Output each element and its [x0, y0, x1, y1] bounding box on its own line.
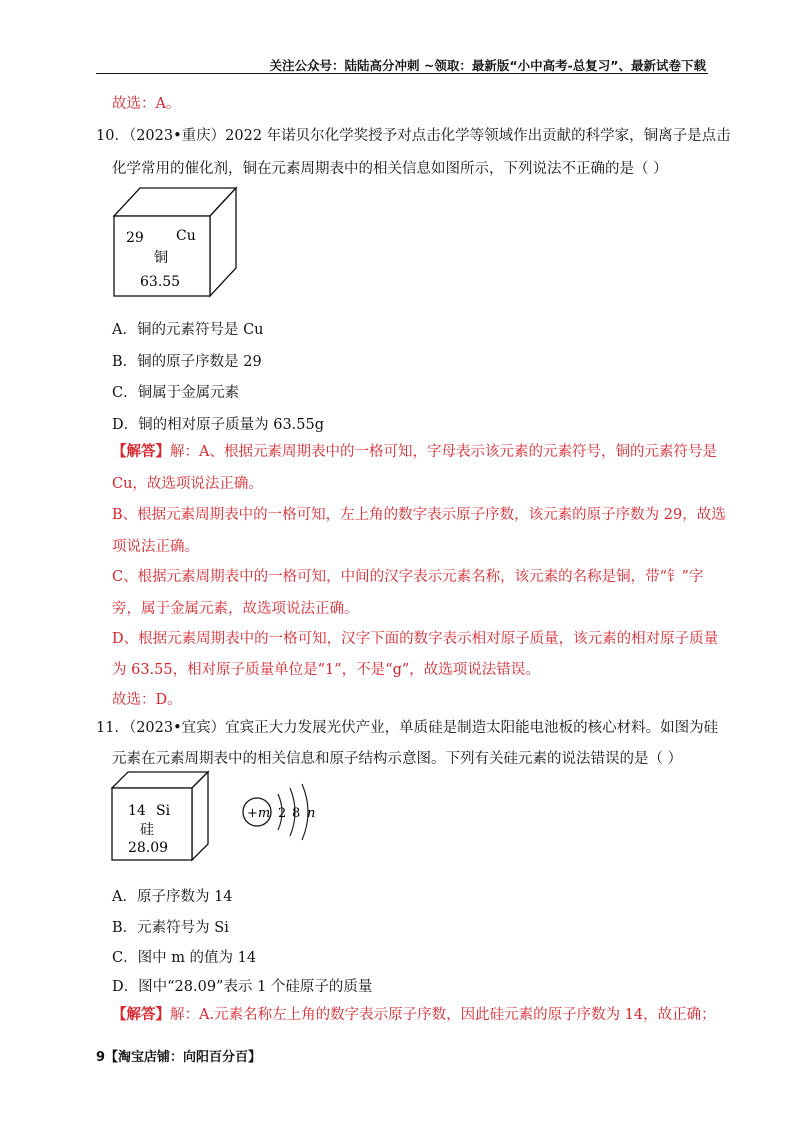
- q11-stem-line1: 11．（2023•宜宾）宜宾正大力发展光伏产业，单质硅是制造太阳能电池板的核心材料。如图为硅: [96, 720, 719, 736]
- q11-analysis-line1: 【解答】解：A.元素名称左上角的数字表示原子序数，因此硅元素的原子序数为 14，故正确；: [112, 1006, 716, 1023]
- q10-element-name: 铜: [154, 250, 168, 266]
- q11-option-a: A．原子序数为 14: [112, 889, 233, 905]
- q11-shell1-electrons: 2: [278, 806, 287, 821]
- q11-element-symbol: Si: [156, 803, 171, 819]
- q11-option-b: B．元素符号为 Si: [112, 920, 229, 936]
- q10-analysis-line3: B、根据元素周期表中的一格可知，左上角的数字表示原子序数，该元素的原子序数为 29，故选: [112, 507, 726, 523]
- q10-stem-line1: 10．（2023•重庆）2022 年诺贝尔化学奖授予对点击化学等领域作出贡献的科学家，铜离子是点击: [96, 128, 731, 144]
- q10-analysis-line4: 项说法正确。: [112, 539, 199, 555]
- q11-shell3-electrons: n: [307, 806, 316, 821]
- q10-stem-line2: 化学常用的催化剂，铜在元素周期表中的相关信息如图所示，下列说法不正确的是（ ）: [112, 161, 668, 177]
- q10-analysis-tag: 【解答】: [112, 443, 170, 460]
- q10-atomic-number: 29: [126, 230, 144, 246]
- q10-analysis-line6: 旁，属于金属元素，故选项说法正确。: [112, 601, 359, 617]
- q11-shell2-electrons: 8: [292, 806, 301, 821]
- header-divider: [96, 73, 708, 74]
- q10-answer: 故选：D。: [112, 692, 182, 708]
- page-header: 关注公众号：陆陆高分冲刺 ~领取：最新版“小中高考-总复习”、最新试卷下载: [269, 58, 706, 73]
- q10-analysis-line1: 【解答】解：A、根据元素周期表中的一格可知，字母表示该元素的元素符号，铜的元素符号是: [112, 443, 717, 460]
- q11-nucleus-charge: +m: [247, 806, 271, 821]
- q11-atom-structure-diagram: [238, 782, 328, 846]
- q11-option-c: C．图中 m 的值为 14: [112, 950, 257, 966]
- q10-analysis-line2: Cu，故选项说法正确。: [112, 476, 263, 492]
- footer-shop-text: 【淘宝店铺：向阳百分百】: [105, 1050, 262, 1065]
- q11-atomic-number: 14: [128, 803, 146, 819]
- q10-option-b: B．铜的原子序数是 29: [112, 354, 262, 370]
- q11-atomic-mass: 28.09: [128, 840, 169, 856]
- q10-element-symbol: Cu: [176, 228, 196, 244]
- q11-element-name: 硅: [140, 822, 154, 838]
- page-number: 9: [96, 1050, 106, 1065]
- q10-analysis-line5: C、根据元素周期表中的一格可知，中间的汉字表示元素名称，该元素的名称是铜，带“钅”字: [112, 569, 704, 585]
- q10-option-a: A．铜的元素符号是 Cu: [112, 322, 264, 338]
- q10-element-card: [114, 188, 244, 304]
- q10-atomic-mass: 63.55: [140, 274, 181, 290]
- previous-answer: 故选：A。: [112, 96, 181, 112]
- q10-analysis-line8: 为 63.55，相对原子质量单位是“1”，不是“g”，故选项说法错误。: [112, 662, 540, 678]
- q10-option-d: D．铜的相对原子质量为 63.55g: [112, 417, 325, 433]
- q11-stem-line2: 元素在元素周期表中的相关信息和原子结构示意图。下列有关硅元素的说法错误的是（ ）: [112, 751, 683, 767]
- q11-analysis-tag: 【解答】: [112, 1006, 170, 1023]
- q11-option-d: D．图中“28.09”表示 1 个硅原子的质量: [112, 979, 373, 995]
- q11-element-card: [112, 770, 212, 866]
- page-footer: [96, 1046, 261, 1065]
- q10-analysis-line7: D、根据元素周期表中的一格可知，汉字下面的数字表示相对原子质量，该元素的相对原子质量: [112, 631, 719, 647]
- q10-option-c: C．铜属于金属元素: [112, 385, 240, 401]
